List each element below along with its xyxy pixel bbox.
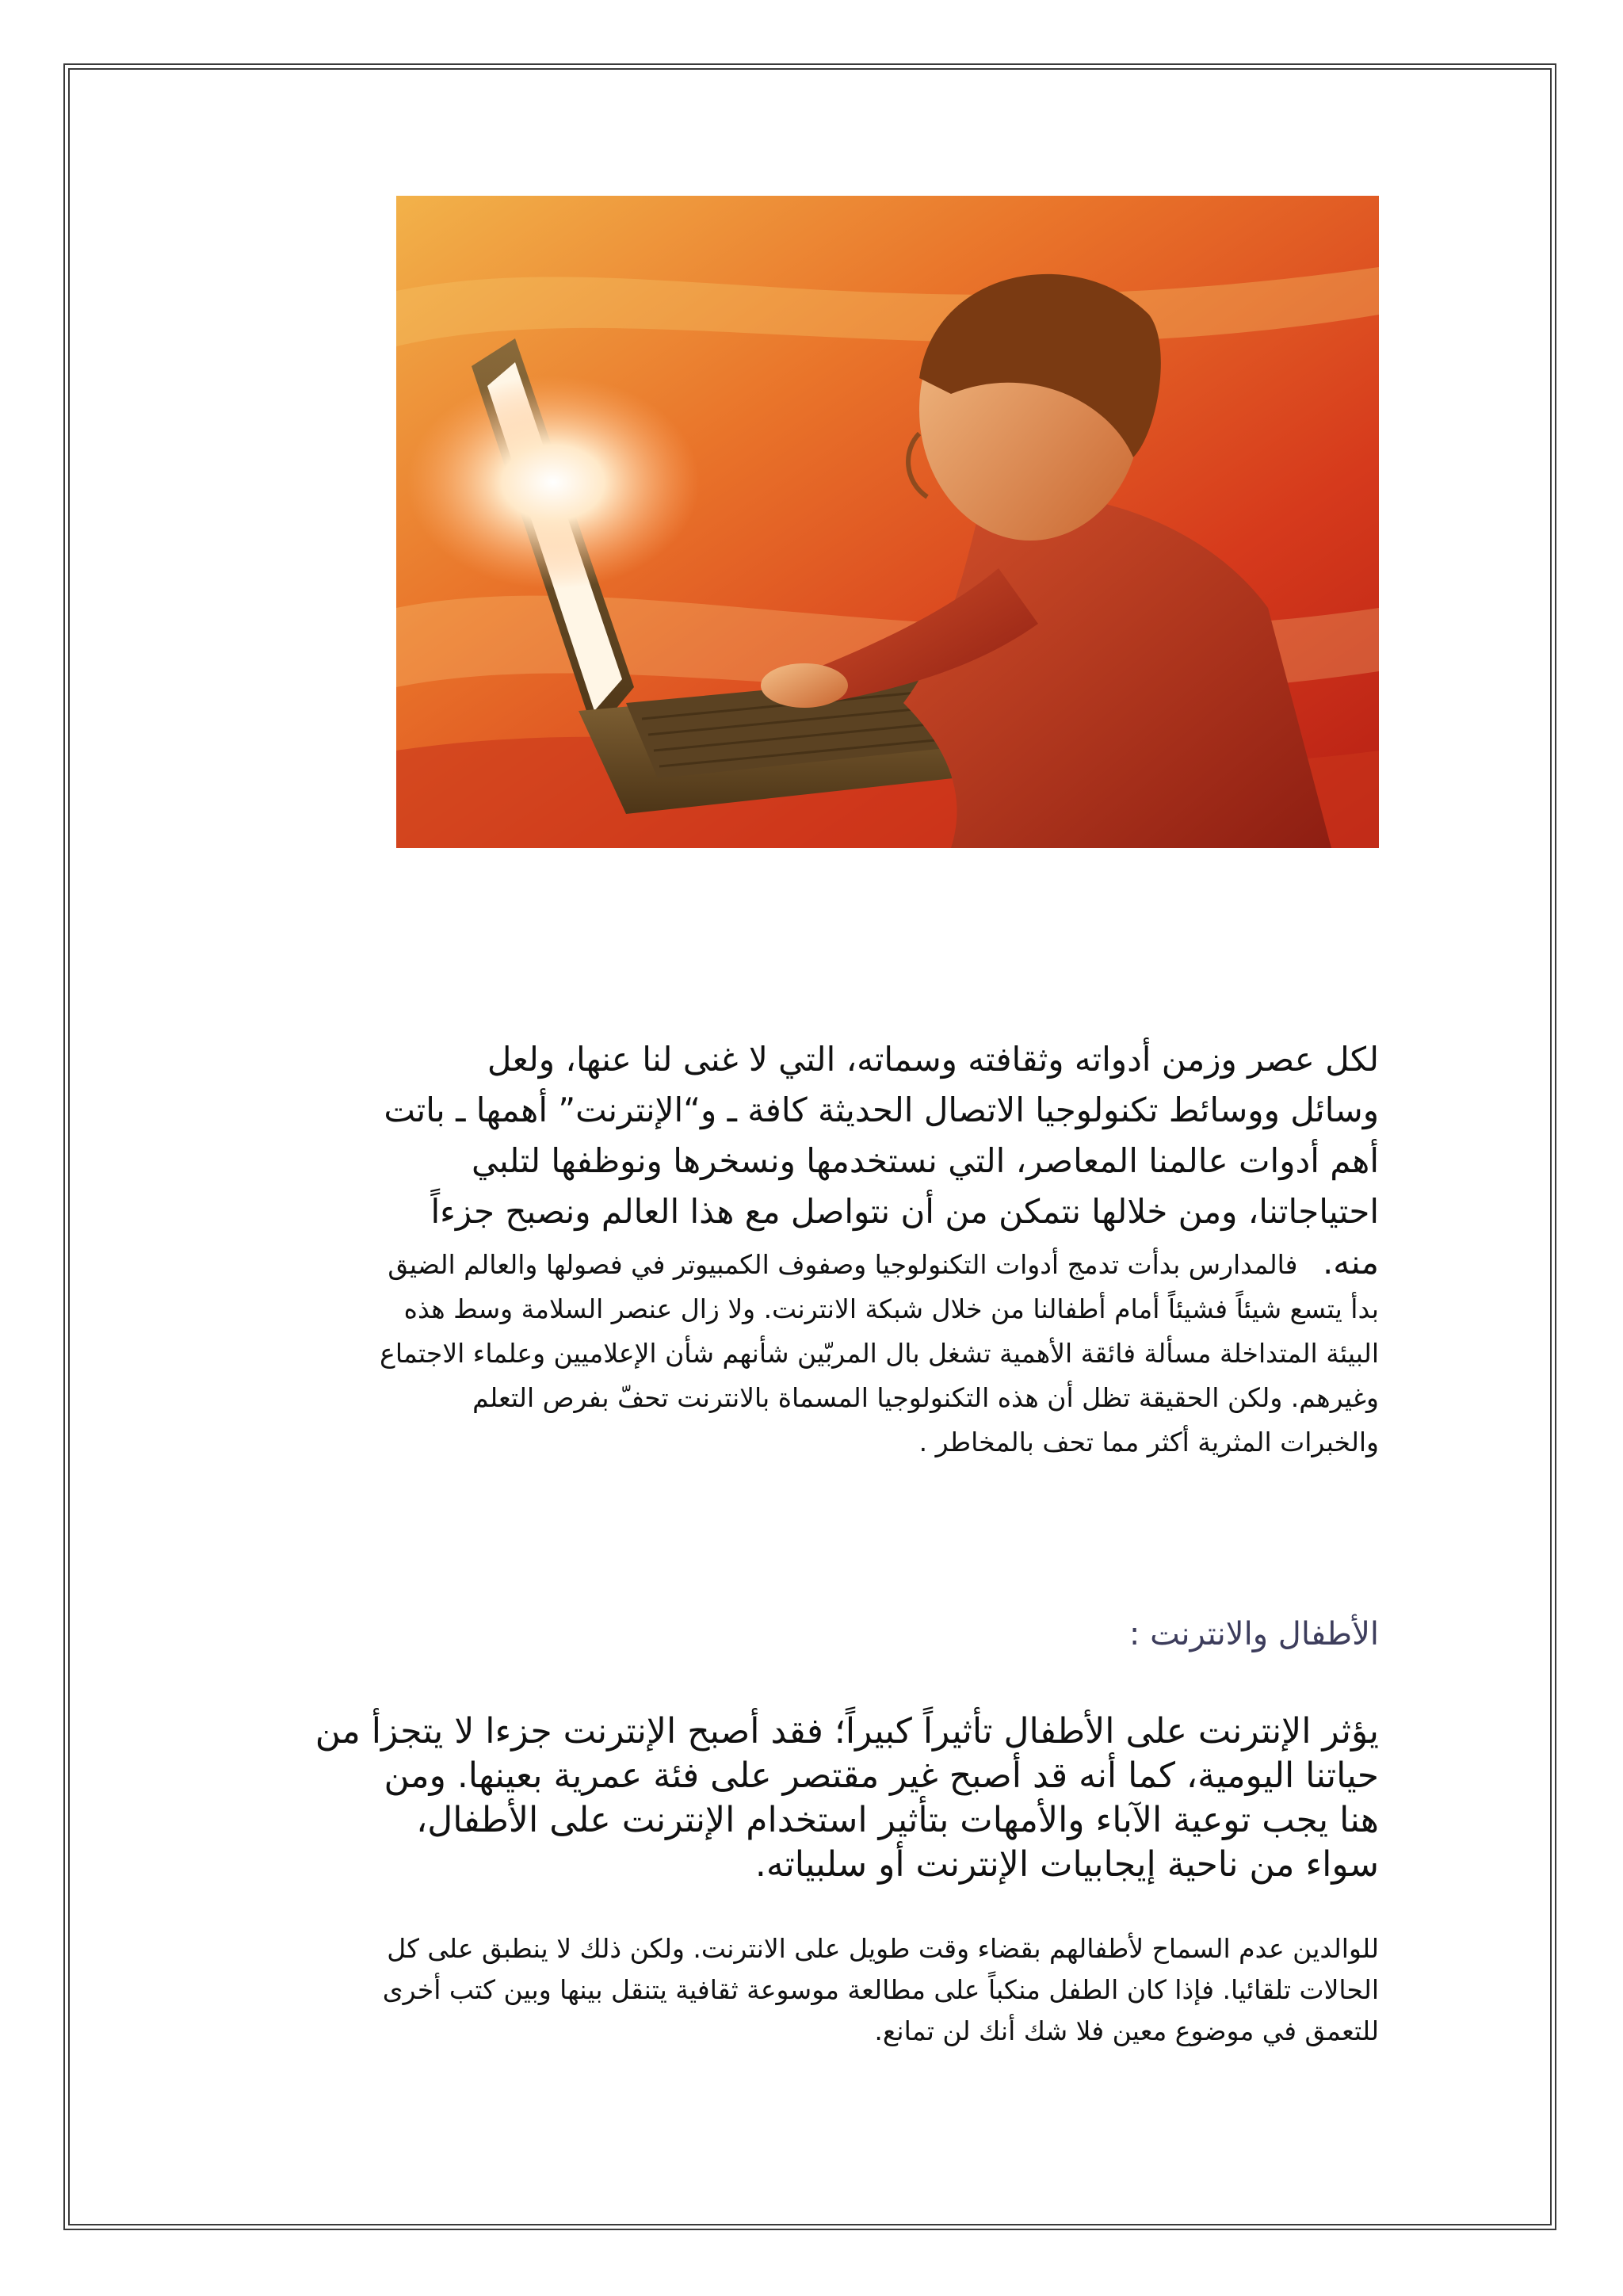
hero-image-boy-at-laptop (396, 196, 1379, 848)
intro-lead-word: منه. (1322, 1243, 1379, 1282)
intro-small-line-4: وغيرهم. ولكن الحقيقة تظل أن هذه التكنولوجيا المسماة بالانترنت تحفّ بفرص التعلم (472, 1382, 1379, 1413)
section-line-3: هنا يجب توعية الآباء والأمهات بتأثير استخدام الإنترنت على الأطفال، (416, 1800, 1379, 1840)
intro-small-line-3: البيئة المتداخلة مسألة فائقة الأهمية تشغل بال المربّين شأنهم شأن الإعلاميين وعلماء الاجتماع (380, 1338, 1379, 1369)
section-heading: الأطفال والانترنت : (1128, 1616, 1379, 1652)
section-line-4: سواء من ناحية إيجابيات الإنترنت أو سلبياته. (754, 1844, 1379, 1885)
intro-small-paragraph (262, 1240, 1379, 1465)
intro-line-1: لكل عصر وزمن أدواته وثقافته وسماته، التي لا غنى لنا عنها، ولعل (487, 1040, 1379, 1079)
section-small-line-1: للوالدين عدم السماح لأطفالهم بقضاء وقت طويل على الانترنت. ولكن ذلك لا ينطبق على كل (387, 1933, 1379, 1964)
intro-line-3: أهم أدوات عالمنا المعاصر، التي نستخدمها ونسخرها ونوظفها لتلبي (471, 1141, 1379, 1180)
intro-small-line-2: بدأ يتسع شيئاً فشيئاً أمام أطفالنا من خلال شبكة الانترنت. ولا زال عنصر السلامة وسط هذه (403, 1293, 1379, 1324)
intro-line-2: وسائل ووسائط تكنولوجيا الاتصال الحديثة كافة ـ و“الإنترنت” أهمها ـ باتت (384, 1091, 1379, 1129)
section-small-line-3: للتعمق في موضوع معين فلا شك أنك لن تمانع. (874, 2015, 1379, 2046)
intro-small-first-line (262, 1240, 1379, 1287)
section-small-line-2: الحالات تلقائيا. فإذا كان الطفل منكباً على مطالعة موسوعة ثقافية يتنقل بينها وبين كتب أخرى (382, 1974, 1379, 2005)
section-line-1: يؤثر الإنترنت على الأطفال تأثيراً كبيراً؛ فقد أصبح الإنترنت جزءا لا يتجزأ من (315, 1711, 1379, 1752)
intro-small-line-5: والخبرات المثرية أكثر مما تحف بالمخاطر . (918, 1427, 1379, 1457)
intro-large-paragraph (262, 1034, 1379, 1237)
intro-first-line-tail: فالمدارس بدأت تدمج أدوات التكنولوجيا وصفوف الكمبيوتر في فصولها والعالم الضيق (388, 1249, 1298, 1280)
section-small-paragraph (262, 1928, 1379, 2052)
section-large-paragraph (262, 1710, 1379, 1887)
intro-line-4: احتياجاتنا، ومن خلالها نتمكن من أن نتواصل مع هذا العالم ونصبح جزءاً (430, 1192, 1379, 1231)
section-line-2: حياتنا اليومية، كما أنه قد أصبح غير مقتصر على فئة عمرية بعينها. ومن (384, 1755, 1379, 1796)
